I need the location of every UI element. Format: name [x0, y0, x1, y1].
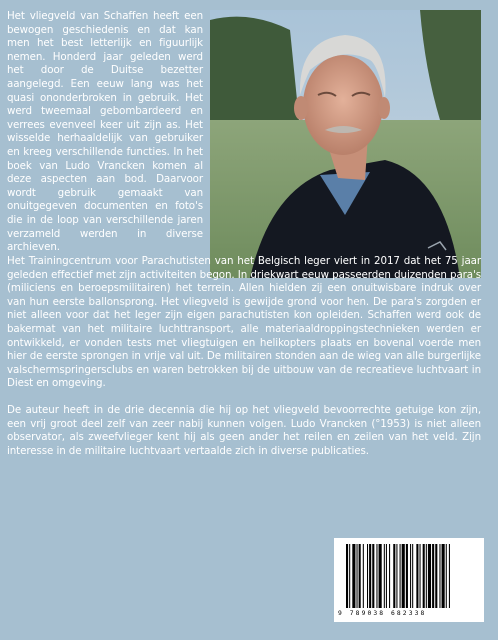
barcode-bar: [393, 544, 395, 608]
paragraph-author: De auteur heeft in de drie decennia die hij op het vliegveld bevoorrechte getuige kon zijn, een vrij groot deel zelf van zeer nabij kunnen volgen. Ludo Vrancken (°1953) is niet alleen observator, als zweefvlieger kent hij als geen ander het reilen en zeilen van het veld. Zijn interesse in de militaire luchtvaart vertaalde zich in diverse publicaties.: [7, 403, 481, 457]
author-portrait-image: [210, 10, 481, 278]
barcode-bar: [439, 544, 440, 608]
barcode-bar: [376, 544, 377, 608]
barcode-bar: [446, 544, 447, 608]
barcode-bar: [386, 544, 387, 608]
barcode-bar: [435, 544, 437, 608]
barcode-bar: [352, 544, 355, 608]
barcode-bar: [367, 544, 368, 608]
barcode-bar: [363, 544, 364, 608]
barcode-bar: [357, 544, 358, 608]
author-photo: [210, 10, 481, 278]
barcode-bar: [416, 544, 418, 608]
barcode-bar: [400, 544, 401, 608]
barcode-bar: [426, 544, 427, 608]
barcode-bar: [406, 544, 408, 608]
barcode-bar: [359, 544, 361, 608]
barcode-bar: [384, 544, 385, 608]
barcode-bar: [346, 544, 348, 608]
barcode-bar: [379, 544, 382, 608]
body-text: [7, 255, 481, 458]
barcode-bar: [410, 544, 411, 608]
barcode-bar: [369, 544, 371, 608]
barcode-bar: [389, 544, 390, 608]
barcode-bar: [420, 544, 421, 608]
barcode-bar: [428, 544, 431, 608]
intro-paragraph: [7, 10, 203, 255]
barcode-bars: [334, 538, 484, 610]
barcode-bar: [396, 544, 397, 608]
barcode-bar: [372, 544, 374, 608]
barcode-bar: [349, 544, 350, 608]
barcode-bar: [402, 544, 405, 608]
barcode-bar: [423, 544, 425, 608]
isbn-barcode: [334, 538, 484, 622]
intro-text: Het vliegveld van Schaffen heeft een bewogen geschiedenis en dat kan men het best letterlijk en figuurlijk nemen. Honderd jaar geleden werd het door de Duitse bezetter aangelegd. Een eeuw lang was het quasi ononderbroken in gebruik. Het werd tweemaal gebombardeerd en verrees evenveel keer uit zijn as. Het wisselde herhaaldelijk van gebruiker en kreeg verschillende functies. In het boek van Ludo Vrancken komen al deze aspecten aan bod. Daarvoor wordt gebruik gemaakt van onuitgegeven documenten en foto's die in de loop van verschillende jaren verzameld werden in diverse archieven.: [7, 10, 203, 254]
barcode-bar: [449, 544, 450, 608]
barcode-bar: [432, 544, 434, 608]
barcode-bar: [412, 544, 413, 608]
paragraph-trainingcentrum: Het Trainingcentrum voor Parachutisten van het Belgisch leger viert in 2017 dat het 75 jaar geleden effectief met zijn activiteiten begon. In driekwart eeuw passeerden duizenden para's (miliciens en beroepsmilitairen) het terrein. Allen hielden zij een onuitwisbare indruk over van hun eerste ballonsprong. Het vliegveld is gewijde grond voor hen. De para's zorgden er niet alleen voor dat het leger zijn eigen parachutisten kon opleiden. Schaffen werd ook de bakermat van het militaire luchttransport, alle materiaaldroppingstechnieken werden er ontwikkeld, er vonden tests met vliegtuigen en helikopters plaats en bovenal voerde men hier de eerste sprongen in vrije val uit. De militairen stonden aan de wieg van alle burgerlijke valschermspringersclubs en waren betrokken bij de uitbouw van de recreatieve luchtvaart in Diest en omgeving.: [7, 255, 481, 390]
isbn-number: 9 789038 682338: [338, 610, 427, 617]
barcode-bar: [442, 544, 445, 608]
